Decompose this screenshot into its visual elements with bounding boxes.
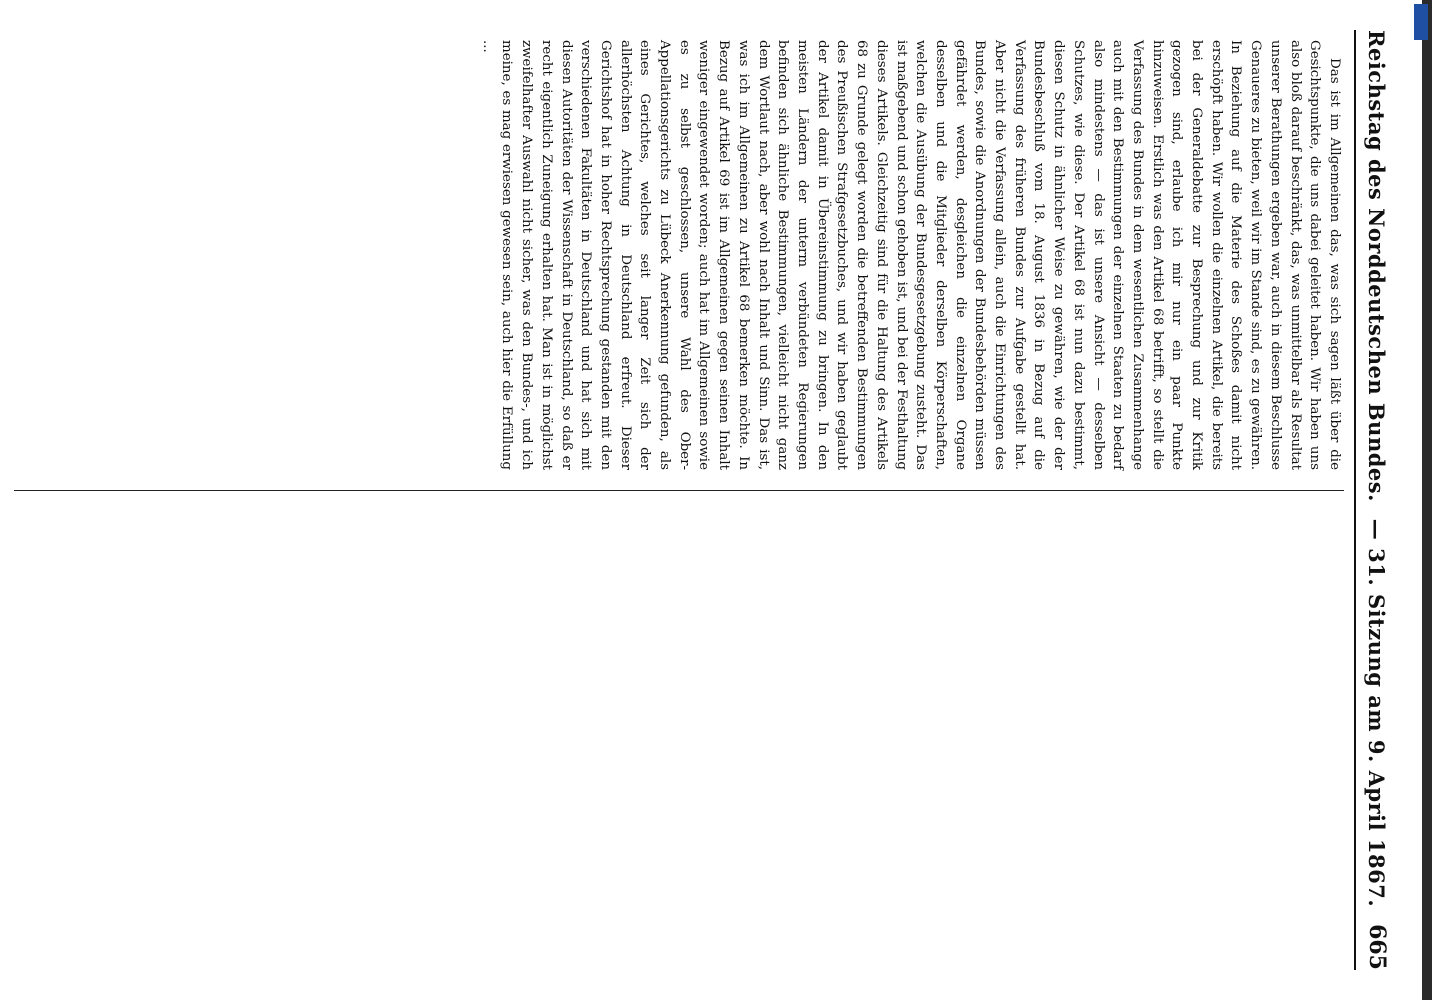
header-rule [1354, 30, 1356, 970]
column-divider [14, 490, 1344, 491]
digitization-credit [1414, 44, 1428, 904]
right-column-top-block [130, 520, 1340, 950]
running-title-right: — 31. Sitzung am 9. April 1867. [1364, 518, 1390, 908]
left-column-text: Das ist im Allgemeinen das, was sich sagen läßt über die Gesichtspunkte, die uns dabei geleitet haben. Wir haben uns also bloß darauf beschränkt, das, was unmittelbar als Resultat unserer Berathungen ergeben war, auch in diesem Beschlusse Genaueres zu bieten, weil wir im Stande sind, es zu gewähren. In Beziehung auf die Materie des Schoßes damit nicht erschöpft haben. Wir wollen die einzelnen Artikel, die bereits bei der Generaldebatte zur Besprechung und zur Kritik gezogen sind, erlaube ich mir nur ein paar Punkte hinzuweisen. Erstlich was den Artikel 68 betrifft, so stellt die Verfassung des Bundes in dem wesentlichen Zusammenhange auch mit den Bestimmungen der einzelnen Staaten zu bedarf also mindestens — das ist unsere Ansicht — desselben Schutzes, wie diese. Der Artikel 68 ist nun dazu bestimmt, diesen Schutz in ähnlicher Weise zu gewähren, wie der der Bundesbeschluß vom 18. August 1836 in Bezug auf die Verfassung des früheren Bundes zur Aufgabe gestellt hat. Aber nicht die Verfassung allein, auch die Einrichtungen des Bundes, sowie die Anordnungen der Bundesbehörden müssen gefährdet werden, desgleichen die einzelnen Organe desselben und die Mitglieder derselben Körperschaften, welchen die Ausübung der Bundesgesetzgebung zusteht. Das ist maßgebend und schon gehoben ist, und bei der Festhaltung dieses Artikels. Gleichzeitig sind für die Haltung des Artikels 68 zu Grunde gelegt worden die betreffenden Bestimmungen des Preußischen Strafgesetzbuches, und wir haben geglaubt der Artikel damit in Übereinstimmung zu bringen. In den meisten Ländern der unterm verbündeten Regierungen befinden sich ähnliche Bestimmungen, vielleicht nicht ganz dem Wortlaut nach, aber wohl nach Inhalt und Sinn. Das ist, was ich im Allgemeinen zu Artikel 68 bemerken möchte. In Bezug auf Artikel 69 ist im Allgemeinen gegen seinen Inhalt weniger eingewendet worden; auch hat im Allgemeinen sowie es zu selbst geschlossen, unsere Wahl des Ober-Appellationsgerichts zu Lübeck Anerkennung gefunden, als eines Gerichtes, welches seit langer Zeit sich der allerhöchsten Achtung in Deutschland erfreut. Dieser Gerichtshof hat in hoher Rechtsprechung gestanden mit den verschiedenen Fakultäten in Deutschland und hat sich mit diesen Autoritäten der Wissenschaft in Deutschland, so daß er recht eigentlich Zuneigung erhalten hat. Man ist in möglichst zweifelhafter Auswahl nicht sicher, was den Bundes-, und ich meine, es mag erwiesen gewesen sein, auch hier die Erfüllung ... [479, 40, 1342, 470]
running-title-left: Reichstag des Norddeutschen Bundes. [1364, 30, 1390, 502]
left-column [479, 40, 1344, 470]
left-column-top-block [479, 40, 1344, 470]
page-header [1360, 30, 1394, 970]
dfg-logo [1414, 4, 1428, 40]
right-column [130, 520, 1344, 950]
page-number: 665 [1364, 924, 1390, 970]
